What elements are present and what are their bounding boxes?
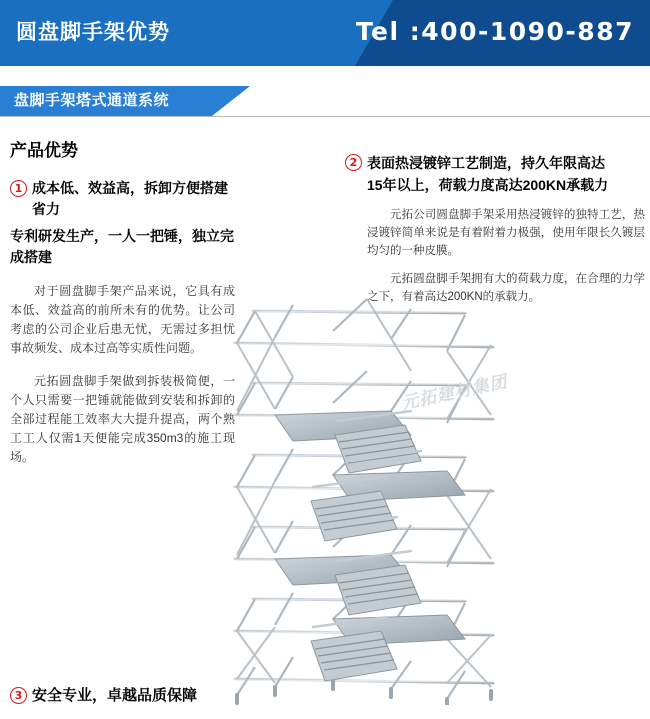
point-2-paragraph-1: 元拓公司圆盘脚手架采用热浸镀锌的独特工艺，热浸镀锌简单来说是有着附着力极强，使用年限长久镀层均匀的一种皮膜。 [367, 209, 645, 257]
product-advantage-heading: 产品优势 [10, 141, 78, 160]
image-watermark: 元拓建材集团 [399, 371, 510, 413]
point-1-title: 成本低、效益高，拆卸方便搭建省力 [32, 180, 228, 217]
point-1-subtitle: 专利研发生产，一人一把锤，独立完成搭建 [10, 228, 234, 265]
section-banner-label: 盘脚手架塔式通道系统 [14, 92, 170, 109]
page-title: 圆盘脚手架优势 [16, 21, 170, 44]
point-1-paragraph-1: 对于圆盘脚手架产品来说，它具有成本低、效益高的前所未有的优势。让公司考虑的公司企业后患无忧，无需过多担忧事故频发、成本过高等实质性问题。 [10, 284, 235, 355]
scaffolding-illustration [215, 275, 535, 705]
point-1-paragraph-2: 元拓圆盘脚手架做到拆装极简便，一个人只需要一把锤就能做到安装和拆卸的全部过程能工效率大大提升提高，两个熟工工人仅需1天便能完成350m3的施工现场。 [10, 374, 235, 464]
point-number-2: 2 [345, 154, 362, 171]
point-2-paragraph-2: 元拓圆盘脚手架拥有大的荷载力度，在合理的力学之下，有着高达200KN的承载力。 [367, 273, 645, 303]
advantage-point-3 [10, 685, 332, 707]
scaffolding-product-image [215, 275, 535, 705]
advantage-point-1 [10, 178, 235, 220]
point-3-title: 安全专业，卓越品质保障 [32, 687, 198, 704]
point-number-3: 3 [10, 687, 27, 704]
section-banner [0, 86, 280, 116]
point-2-title-line-2: 15年以上，荷载力度高达200KN承载力 [367, 177, 609, 193]
header-divider [0, 116, 650, 117]
contact-phone: Tel :400-1090-887 [355, 17, 634, 46]
page-header [0, 0, 650, 66]
point-number-1: 1 [10, 180, 27, 197]
point-2-title-line-1: 表面热浸镀锌工艺制造，持久年限高达 [367, 155, 605, 171]
left-content-column [10, 140, 235, 467]
